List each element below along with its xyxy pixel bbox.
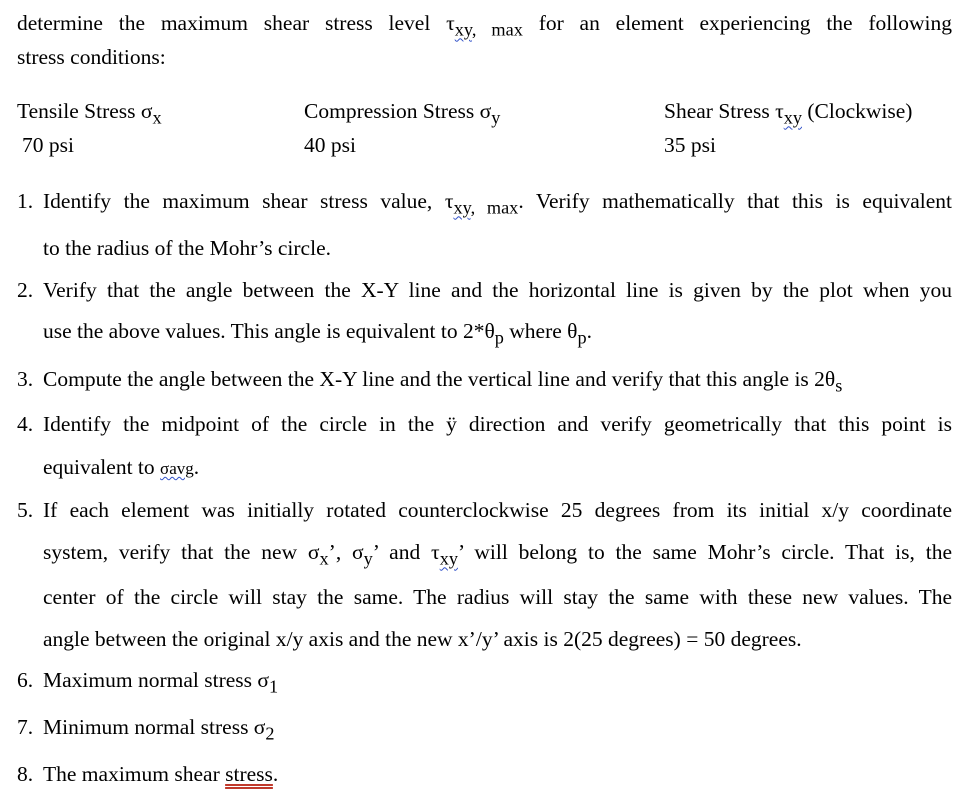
subscript: xy (454, 19, 472, 40)
list-item-4: Identify the midpoint of the circle in the ÿ direction and verify geometrically that this point is (43, 412, 952, 436)
text: Shear Stress τ (664, 99, 784, 123)
subscript: , max (471, 19, 523, 40)
subscript: p (577, 327, 587, 348)
list-item-4-cont (43, 454, 199, 482)
subscript: s (835, 375, 843, 396)
list-item-2-cont (43, 318, 592, 348)
list-number: 8. (17, 762, 34, 786)
subscript: σavg (160, 459, 194, 478)
intro-line-2: stress conditions: (17, 45, 166, 69)
text: Tensile Stress σ (17, 99, 153, 123)
list-item-6 (43, 667, 279, 697)
text: Compute the angle between the X-Y line and the vertical line and verify that this angle is 2θ (43, 367, 836, 391)
list-item-8 (43, 761, 278, 787)
list-number: 1. (17, 189, 34, 213)
list-item-1 (43, 188, 952, 218)
list-number: 4. (17, 412, 34, 436)
text: for an element experiencing the following (522, 11, 952, 35)
subscript: xy (439, 548, 458, 569)
condition-value-compression: 40 psi (304, 133, 356, 157)
condition-value-shear: 35 psi (664, 133, 716, 157)
text: use the above values. This angle is equivalent to 2*θ (43, 319, 495, 343)
list-item-5-cont-1 (43, 539, 952, 569)
list-number: 6. (17, 668, 34, 692)
list-item-1-cont: to the radius of the Mohr’s circle. (43, 236, 331, 260)
subscript: x (319, 548, 329, 569)
text: determine the maximum shear stress level τ (17, 11, 455, 35)
text: ’ and τ (372, 540, 440, 564)
condition-label-shear (664, 98, 913, 128)
text: Maximum normal stress σ (43, 668, 269, 692)
text: (Clockwise) (801, 99, 913, 123)
list-number: 2. (17, 278, 34, 302)
list-item-5-cont-3: angle between the original x/y axis and the new x’/y’ axis is 2(25 degrees) = 50 degrees. (43, 627, 802, 651)
subscript: p (494, 327, 504, 348)
subscript: y (491, 107, 501, 128)
intro-line-1 (17, 10, 952, 40)
subscript: xy (453, 197, 471, 218)
text: equivalent to (43, 455, 161, 479)
list-item-7 (43, 714, 275, 744)
list-number: 5. (17, 498, 34, 522)
subscript: y (363, 548, 373, 569)
list-item-5-cont-2: center of the circle will stay the same. The radius will stay the same with these new values. The (43, 585, 952, 609)
text: The maximum shear (43, 762, 226, 786)
subscript: xy (783, 107, 802, 128)
list-number: 7. (17, 715, 34, 739)
text: Identify the maximum shear stress value, τ (43, 189, 454, 213)
subscript: x (152, 107, 162, 128)
text: . (586, 319, 592, 343)
condition-value-tensile: 70 psi (22, 133, 74, 157)
list-item-3 (43, 366, 843, 396)
text: . (193, 455, 200, 479)
subscript: , max (470, 197, 519, 218)
list-number: 3. (17, 367, 34, 391)
text: . (272, 762, 279, 786)
list-item-2: Verify that the angle between the X-Y line and the horizontal line is given by the plot when you (43, 278, 952, 302)
text: where θ (503, 319, 578, 343)
subscript: 2 (265, 723, 275, 744)
condition-label-tensile (17, 98, 162, 128)
text: ’ will belong to the same Mohr’s circle. That is, the (457, 540, 952, 564)
spellcheck-word: stress (225, 762, 273, 786)
subscript: 1 (268, 676, 279, 697)
text: Minimum normal stress σ (43, 715, 266, 739)
text: system, verify that the new σ (43, 540, 320, 564)
list-item-5: If each element was initially rotated counterclockwise 25 degrees from its initial x/y coordinate (43, 498, 952, 522)
text: Compression Stress σ (304, 99, 492, 123)
text: . Verify mathematically that this is equivalent (518, 189, 952, 213)
condition-label-compression (304, 98, 501, 128)
text: ’, σ (328, 540, 364, 564)
